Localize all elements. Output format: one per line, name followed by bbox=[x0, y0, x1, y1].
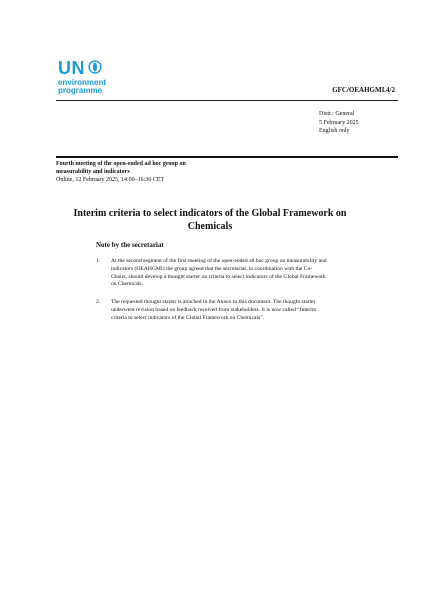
logo-line-environment: environment bbox=[58, 78, 107, 87]
document-language: English only bbox=[319, 128, 350, 135]
distribution-type: Distr.: General bbox=[319, 111, 355, 117]
meeting-rule bbox=[56, 156, 398, 158]
paragraph-1 bbox=[96, 258, 328, 289]
paragraph-text: The requested thought starter is attached in the Annex to this document. The thought starter underwent revision based on feedback received from stakeholders. It is now called “Interim criteria to select indicators of the Global Framework on Chemicals”. bbox=[111, 299, 317, 321]
logo-un-text: UN bbox=[58, 58, 85, 78]
paragraph-number: 1. bbox=[96, 258, 101, 264]
meeting-title-line1: Fourth meeting of the open-ended ad hoc group on bbox=[56, 161, 186, 167]
globe-icon bbox=[88, 60, 102, 74]
paragraph-number: 2. bbox=[96, 299, 101, 305]
header-rule bbox=[56, 100, 398, 101]
paragraph-text: At the second segment of the first meeting of the open-ended ad hoc group on measurability and indicators (OEAHGMI) the group agreed that the secretariat, in coordination with the Co-Chairs, should develop a thought starter on criteria to select indicators of the Global Framework on Chemicals. bbox=[111, 258, 327, 288]
document-date: 5 February 2025 bbox=[319, 119, 359, 126]
meeting-details: Online, 12 February 2025, 14:00–16:30 CET bbox=[56, 177, 165, 183]
logo-line-programme: programme bbox=[58, 86, 103, 95]
paragraph-2 bbox=[96, 299, 328, 322]
meeting-block bbox=[56, 160, 246, 184]
meeting-title-line2: measurability and indicators bbox=[56, 169, 130, 175]
unep-logo bbox=[58, 60, 138, 100]
document-symbol: GFC/OEAHGMI.4/2 bbox=[332, 86, 395, 94]
note-heading: Note by the secretariat bbox=[96, 241, 164, 249]
distribution-block bbox=[319, 110, 359, 136]
document-title: Interim criteria to select indicators of the Global Framework on Chemicals bbox=[73, 208, 347, 232]
